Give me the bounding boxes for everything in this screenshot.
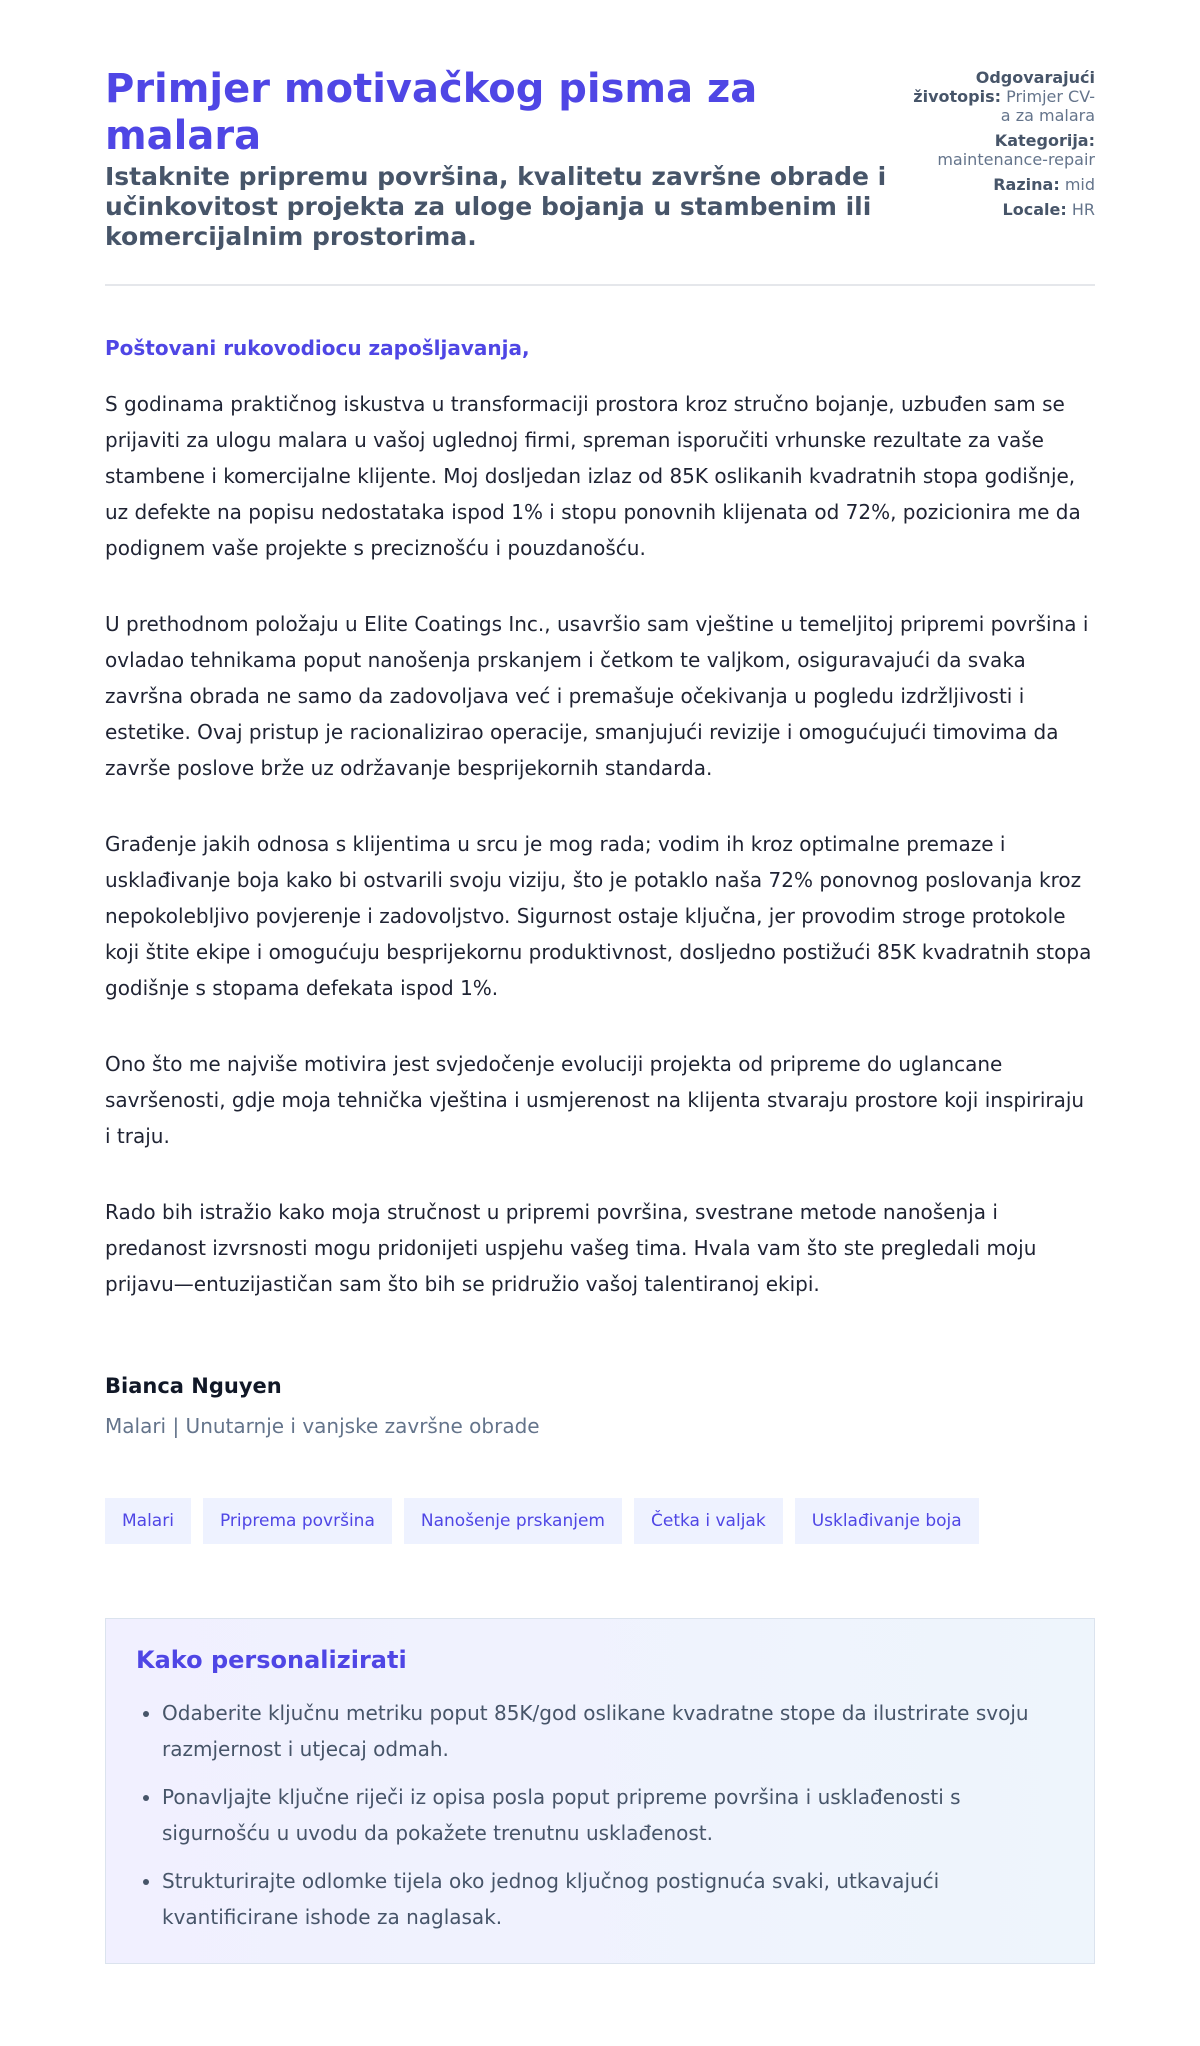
tag: Malari	[105, 1498, 191, 1544]
page-subtitle: Istaknite pripremu površina, kvalitetu završne obrade i učinkovitost projekta za uloge bojanja u stambenim ili komercijalnim prostorima.	[105, 162, 887, 251]
meta-panel	[905, 66, 1095, 225]
signature	[105, 1372, 1095, 1440]
page-title: Primjer motivačkog pisma za malara	[105, 66, 758, 159]
tip-item: • Strukturirajte odlomke tijela oko jednog ključnog postignuća svaki, utkavajući kvantificirane ishode za naglasak.	[162, 1863, 1064, 1935]
tag: Priprema površina	[203, 1498, 392, 1544]
meta-locale-label: Locale:	[1002, 200, 1067, 219]
meta-level	[905, 175, 1095, 194]
meta-level-value: mid	[1064, 175, 1095, 194]
meta-resume	[905, 68, 1095, 125]
tip-item: • Odaberite ključnu metriku poput 85K/god oslikane kvadratne stope da ilustrirate svoju razmjernost i utjecaj odmah.	[162, 1695, 1064, 1767]
letter-paragraph: Ono što me najviše motivira jest svjedočenje evoluciji projekta od pripreme do uglancane savršenosti, gdje moja tehnička vještina i usmjerenost na klijenta stvaraju prostore koji inspiriraju i traju.	[105, 1052, 1085, 1148]
meta-category-value: maintenance-repair	[937, 150, 1095, 169]
meta-locale	[905, 200, 1095, 219]
letter-paragraph: Građenje jakih odnosa s klijentima u srcu je mog rada; vodim ih kroz optimalne premaze i usklađivanje boja kako bi ostvarili svoju viziju, što je potaklo naša 72% ponovnog poslovanja kroz nepokolebljivo povjerenje i zadovoljstvo. Sigurnost ostaje ključna, jer provodim stroge protokole koji štite ekipe i omogućuju besprijekornu produktivnost, dosljedno postižući 85K kvadratnih stopa godišnje s stopama defekata ispod 1%.	[105, 832, 1092, 1000]
signature-role: Malari | Unutarnje i vanjske završne obrade	[105, 1414, 540, 1438]
page-header	[105, 66, 1095, 286]
tips-title: Kako personalizirati	[136, 1646, 407, 1674]
tag: Nanošenje prskanjem	[404, 1498, 622, 1544]
letter-paragraph: S godinama praktičnog iskustva u transformaciji prostora kroz stručno bojanje, uzbuđen sam se prijaviti za ulogu malara u vašoj uglednoj firmi, spreman isporučiti vrhunske rezultate za vaše stambene i komercijalne klijente. Moj dosljedan izlaz od 85K oslikanih kvadratnih stopa godišnje, uz defekte na popisu nedostataka ispod 1% i stopu ponovnih klijenata od 72%, pozicionira me da podignem vaše projekte s preciznošću i pouzdanošću.	[105, 392, 1081, 560]
personalization-tips	[105, 1618, 1095, 1964]
cover-letter-page	[105, 0, 1095, 1964]
tag: Četka i valjak	[634, 1498, 783, 1544]
tip-item: • Ponavljajte ključne riječi iz opisa posla poput pripreme površina i usklađenosti s sigurnošću u uvodu da pokažete trenutnu usklađenost.	[162, 1779, 1064, 1851]
meta-level-label: Razina:	[993, 175, 1060, 194]
meta-resume-value: Primjer CV-a za malara	[1000, 87, 1095, 125]
meta-category-label: Kategorija:	[994, 131, 1095, 150]
salutation: Poštovani rukovodiocu zapošljavanja,	[105, 336, 530, 360]
meta-category	[905, 131, 1095, 169]
letter-body	[105, 334, 1095, 1302]
meta-resume-label: Odgovarajući životopis:	[913, 68, 1095, 106]
letter-paragraph: Rado bih istražio kako moja stručnost u pripremi površina, svestrane metode nanošenja i predanost izvrsnosti mogu pridonijeti uspjehu vašeg tima. Hvala vam što ste pregledali moju prijavu—entuzijastičan sam što bih se pridružio vašoj talentiranoj ekipi.	[105, 1200, 1037, 1296]
signature-name: Bianca Nguyen	[105, 1374, 282, 1398]
tag: Usklađivanje boja	[795, 1498, 979, 1544]
header-titles	[105, 66, 905, 252]
letter-paragraph: U prethodnom položaju u Elite Coatings Inc., usavršio sam vještine u temeljitoj pripremi površina i ovladao tehnikama poput nanošenja prskanjem i četkom te valjkom, osiguravajući da svaka završna obrada ne samo da zadovoljava već i premašuje očekivanja u pogledu izdržljivosti i estetike. Ovaj pristup je racionalizirao operacije, smanjujući revizije i omogućujući timovima da završe poslove brže uz održavanje besprijekornih standarda.	[105, 612, 1089, 780]
meta-locale-value: HR	[1071, 200, 1095, 219]
tips-list	[136, 1695, 1064, 1935]
tag-list	[105, 1498, 1095, 1544]
